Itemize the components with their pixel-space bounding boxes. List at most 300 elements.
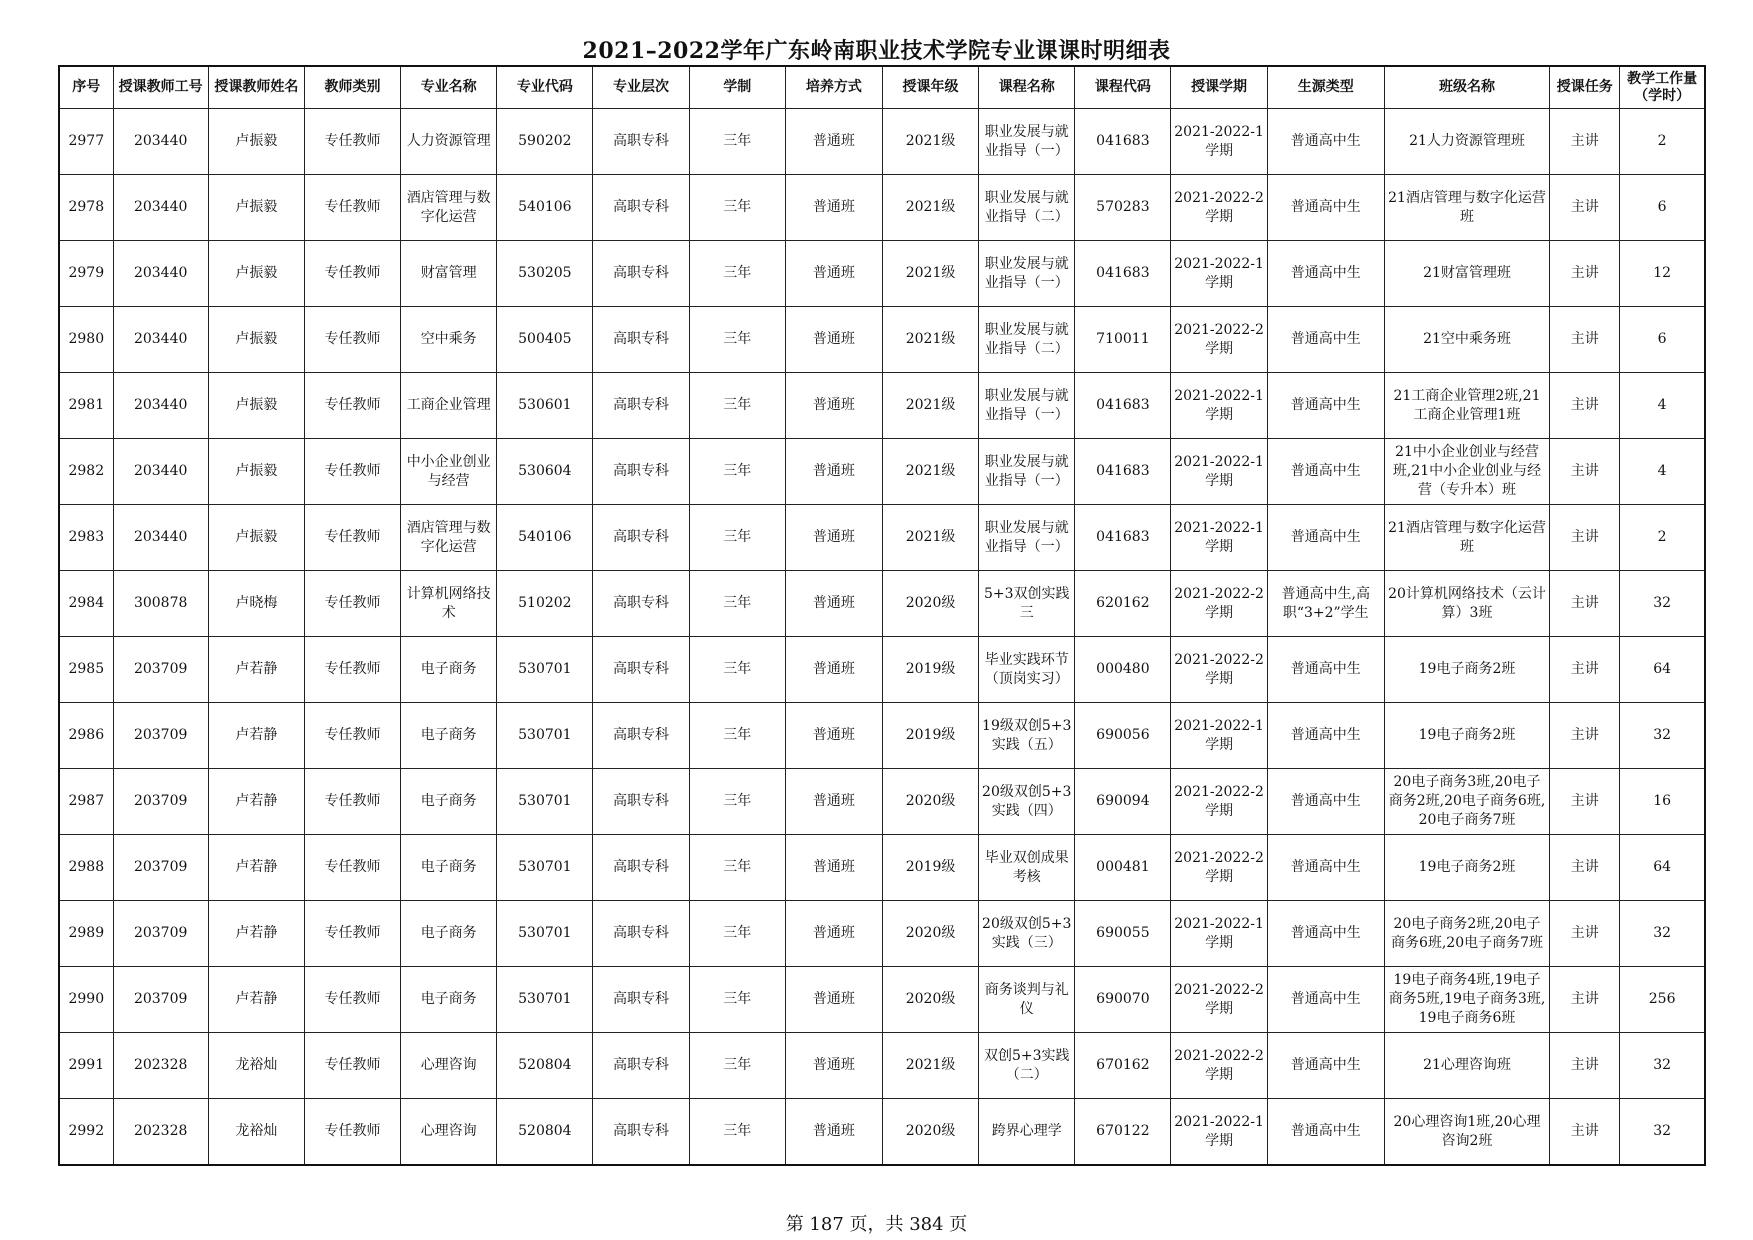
table-cell: 203709 (113, 835, 208, 901)
table-cell: 普通班 (785, 307, 882, 373)
table-cell: 041683 (1075, 505, 1171, 571)
table-cell: 三年 (689, 439, 785, 505)
table-row (59, 439, 1705, 505)
table-cell: 2980 (59, 307, 113, 373)
column-header: 授课教师工号 (113, 66, 208, 109)
table-cell: 三年 (689, 241, 785, 307)
table-cell: 普通高中生 (1267, 967, 1384, 1033)
column-header: 培养方式 (785, 66, 882, 109)
column-header: 序号 (59, 66, 113, 109)
table-row (59, 835, 1705, 901)
table-cell: 2977 (59, 109, 113, 175)
table-cell: 202328 (113, 1033, 208, 1099)
table-cell: 职业发展与就业指导（一） (979, 505, 1075, 571)
table-cell: 2021-2022-1学期 (1171, 439, 1267, 505)
table-cell: 2985 (59, 637, 113, 703)
table-body (59, 109, 1705, 1166)
table-cell: 203440 (113, 175, 208, 241)
table-cell: 高职专科 (593, 1033, 689, 1099)
table-cell: 主讲 (1550, 1033, 1620, 1099)
table-cell: 2020级 (882, 967, 978, 1033)
table-cell: 普通班 (785, 175, 882, 241)
table-row (59, 571, 1705, 637)
table-row (59, 505, 1705, 571)
table-cell: 20电子商务2班,20电子商务6班,20电子商务7班 (1384, 901, 1549, 967)
table-cell: 690094 (1075, 769, 1171, 835)
table-cell: 专任教师 (304, 109, 400, 175)
table-cell: 20心理咨询1班,20心理咨询2班 (1384, 1099, 1549, 1166)
table-cell: 203440 (113, 505, 208, 571)
table-cell: 普通班 (785, 967, 882, 1033)
table-cell: 普通班 (785, 505, 882, 571)
table-cell: 卢若静 (208, 901, 304, 967)
table-cell: 三年 (689, 967, 785, 1033)
table-cell: 跨界心理学 (979, 1099, 1075, 1166)
table-cell: 空中乘务 (401, 307, 497, 373)
table-cell: 普通高中生 (1267, 769, 1384, 835)
table-cell: 530205 (497, 241, 593, 307)
table-cell: 高职专科 (593, 835, 689, 901)
table-cell: 530701 (497, 967, 593, 1033)
table-cell: 2987 (59, 769, 113, 835)
table-cell: 卢振毅 (208, 439, 304, 505)
table-cell: 普通班 (785, 1099, 882, 1166)
table-cell: 19电子商务2班 (1384, 637, 1549, 703)
table-row (59, 967, 1705, 1033)
table-cell: 2021-2022-2学期 (1171, 307, 1267, 373)
table-cell: 主讲 (1550, 901, 1620, 967)
table-cell: 电子商务 (401, 967, 497, 1033)
table-cell: 500405 (497, 307, 593, 373)
table-cell: 普通班 (785, 769, 882, 835)
table-cell: 高职专科 (593, 571, 689, 637)
page-number: 第 187 页，共 384 页 (785, 1214, 968, 1235)
table-row (59, 307, 1705, 373)
table-cell: 双创5+3实践（二） (979, 1033, 1075, 1099)
table-cell: 三年 (689, 373, 785, 439)
table-cell: 041683 (1075, 109, 1171, 175)
table-cell: 2021-2022-1学期 (1171, 1099, 1267, 1166)
table-cell: 000480 (1075, 637, 1171, 703)
table-cell: 530701 (497, 637, 593, 703)
table-cell: 2981 (59, 373, 113, 439)
table-cell: 32 (1620, 571, 1705, 637)
table-cell: 520804 (497, 1033, 593, 1099)
table-cell: 职业发展与就业指导（一） (979, 439, 1075, 505)
table-cell: 690055 (1075, 901, 1171, 967)
table-cell: 041683 (1075, 373, 1171, 439)
table-cell: 203440 (113, 307, 208, 373)
table-cell: 2021-2022-2学期 (1171, 175, 1267, 241)
table-cell: 2021-2022-2学期 (1171, 637, 1267, 703)
table-cell: 主讲 (1550, 703, 1620, 769)
table-cell: 620162 (1075, 571, 1171, 637)
table-cell: 690070 (1075, 967, 1171, 1033)
table-cell: 203709 (113, 769, 208, 835)
table-cell: 2978 (59, 175, 113, 241)
table-cell: 普通高中生 (1267, 1099, 1384, 1166)
table-cell: 龙裕灿 (208, 1099, 304, 1166)
table-cell: 570283 (1075, 175, 1171, 241)
table-cell: 龙裕灿 (208, 1033, 304, 1099)
table-cell: 12 (1620, 241, 1705, 307)
table-cell: 2020级 (882, 769, 978, 835)
table-cell: 19电子商务2班 (1384, 703, 1549, 769)
table-cell: 工商企业管理 (401, 373, 497, 439)
table-row (59, 241, 1705, 307)
table-cell: 三年 (689, 307, 785, 373)
table-cell: 670162 (1075, 1033, 1171, 1099)
table-cell: 2021级 (882, 109, 978, 175)
table-row (59, 373, 1705, 439)
table-cell: 卢若静 (208, 835, 304, 901)
table-cell: 三年 (689, 769, 785, 835)
column-header: 课程名称 (979, 66, 1075, 109)
table-cell: 主讲 (1550, 109, 1620, 175)
table-cell: 专任教师 (304, 901, 400, 967)
table-cell: 256 (1620, 967, 1705, 1033)
table-cell: 2990 (59, 967, 113, 1033)
table-cell: 530701 (497, 703, 593, 769)
table-cell: 主讲 (1550, 373, 1620, 439)
table-cell: 主讲 (1550, 835, 1620, 901)
table-cell: 普通高中生 (1267, 307, 1384, 373)
table-cell: 专任教师 (304, 571, 400, 637)
table-cell: 专任教师 (304, 769, 400, 835)
table-cell: 540106 (497, 175, 593, 241)
table-cell: 2991 (59, 1033, 113, 1099)
table-cell: 职业发展与就业指导（二） (979, 175, 1075, 241)
table-cell: 普通高中生,高职“3+2”学生 (1267, 571, 1384, 637)
table-cell: 酒店管理与数字化运营 (401, 175, 497, 241)
table-cell: 职业发展与就业指导（一） (979, 109, 1075, 175)
table-cell: 专任教师 (304, 439, 400, 505)
column-header: 班级名称 (1384, 66, 1549, 109)
table-cell: 普通班 (785, 439, 882, 505)
table-cell: 普通高中生 (1267, 241, 1384, 307)
table-cell: 专任教师 (304, 175, 400, 241)
column-header: 生源类型 (1267, 66, 1384, 109)
table-cell: 卢振毅 (208, 175, 304, 241)
table-cell: 普通高中生 (1267, 1033, 1384, 1099)
table-cell: 000481 (1075, 835, 1171, 901)
table-cell: 普通高中生 (1267, 637, 1384, 703)
table-cell: 2021-2022-2学期 (1171, 967, 1267, 1033)
table-cell: 4 (1620, 439, 1705, 505)
table-cell: 高职专科 (593, 175, 689, 241)
table-cell: 三年 (689, 637, 785, 703)
table-cell: 三年 (689, 571, 785, 637)
table-cell: 专任教师 (304, 967, 400, 1033)
table-cell: 普通高中生 (1267, 505, 1384, 571)
table-cell: 卢振毅 (208, 373, 304, 439)
table-cell: 主讲 (1550, 307, 1620, 373)
table-cell: 三年 (689, 1099, 785, 1166)
table-cell: 520804 (497, 1099, 593, 1166)
table-row (59, 1099, 1705, 1166)
table-cell: 2020级 (882, 1099, 978, 1166)
table-cell: 高职专科 (593, 967, 689, 1033)
table-cell: 专任教师 (304, 637, 400, 703)
table-cell: 计算机网络技术 (401, 571, 497, 637)
table-cell: 2021-2022-1学期 (1171, 373, 1267, 439)
table-cell: 2021级 (882, 175, 978, 241)
table-cell: 职业发展与就业指导（一） (979, 241, 1075, 307)
table-cell: 专任教师 (304, 307, 400, 373)
table-cell: 690056 (1075, 703, 1171, 769)
table-cell: 2021级 (882, 439, 978, 505)
table-cell: 21人力资源管理班 (1384, 109, 1549, 175)
table-cell: 2021-2022-2学期 (1171, 1033, 1267, 1099)
table-cell: 卢若静 (208, 769, 304, 835)
table-cell: 2984 (59, 571, 113, 637)
table-cell: 普通班 (785, 241, 882, 307)
page-title: 2021–2022学年广东岭南职业技术学院专业课课时明细表 (582, 38, 1171, 64)
table-cell: 高职专科 (593, 439, 689, 505)
table-cell: 2021级 (882, 505, 978, 571)
column-header: 专业代码 (497, 66, 593, 109)
table-cell: 16 (1620, 769, 1705, 835)
table-cell: 2021-2022-1学期 (1171, 241, 1267, 307)
table-cell: 三年 (689, 109, 785, 175)
table-cell: 高职专科 (593, 901, 689, 967)
table-cell: 300878 (113, 571, 208, 637)
table-cell: 普通班 (785, 637, 882, 703)
table-cell: 主讲 (1550, 967, 1620, 1033)
table-cell: 203709 (113, 967, 208, 1033)
table-cell: 2992 (59, 1099, 113, 1166)
table-cell: 203709 (113, 703, 208, 769)
column-header: 授课学期 (1171, 66, 1267, 109)
column-header: 授课任务 (1550, 66, 1620, 109)
table-cell: 普通高中生 (1267, 373, 1384, 439)
table-cell: 19级双创5+3实践（五） (979, 703, 1075, 769)
table-cell: 19电子商务2班 (1384, 835, 1549, 901)
table-cell: 心理咨询 (401, 1099, 497, 1166)
table-cell: 041683 (1075, 439, 1171, 505)
table-cell: 20级双创5+3实践（四） (979, 769, 1075, 835)
table-cell: 普通班 (785, 571, 882, 637)
table-cell: 主讲 (1550, 1099, 1620, 1166)
table-cell: 64 (1620, 835, 1705, 901)
table-cell: 530601 (497, 373, 593, 439)
table-cell: 530701 (497, 901, 593, 967)
table-cell: 6 (1620, 307, 1705, 373)
table-cell: 2988 (59, 835, 113, 901)
table-cell: 专任教师 (304, 1033, 400, 1099)
table-cell: 2019级 (882, 637, 978, 703)
table-cell: 21酒店管理与数字化运营班 (1384, 175, 1549, 241)
table-cell: 普通高中生 (1267, 901, 1384, 967)
table-cell: 203440 (113, 373, 208, 439)
table-cell: 6 (1620, 175, 1705, 241)
table-cell: 卢若静 (208, 967, 304, 1033)
table-cell: 卢振毅 (208, 307, 304, 373)
table-cell: 三年 (689, 1033, 785, 1099)
table-cell: 人力资源管理 (401, 109, 497, 175)
table-cell: 财富管理 (401, 241, 497, 307)
table-cell: 21中小企业创业与经营班,21中小企业创业与经营（专升本）班 (1384, 439, 1549, 505)
table-cell: 专任教师 (304, 703, 400, 769)
table-cell: 21财富管理班 (1384, 241, 1549, 307)
table-cell: 心理咨询 (401, 1033, 497, 1099)
table-cell: 2021-2022-2学期 (1171, 835, 1267, 901)
table-cell: 卢振毅 (208, 505, 304, 571)
table-cell: 2021级 (882, 307, 978, 373)
table-cell: 主讲 (1550, 571, 1620, 637)
table-cell: 高职专科 (593, 373, 689, 439)
table-cell: 卢振毅 (208, 241, 304, 307)
table-cell: 专任教师 (304, 1099, 400, 1166)
table-row (59, 703, 1705, 769)
table-cell: 专任教师 (304, 505, 400, 571)
table-header-row (59, 66, 1705, 109)
table-cell: 2021级 (882, 1033, 978, 1099)
table-cell: 普通高中生 (1267, 835, 1384, 901)
table-cell: 三年 (689, 175, 785, 241)
table-cell: 普通班 (785, 1033, 882, 1099)
table-cell: 041683 (1075, 241, 1171, 307)
table-cell: 2989 (59, 901, 113, 967)
table-cell: 4 (1620, 373, 1705, 439)
table-cell: 三年 (689, 703, 785, 769)
table-cell: 32 (1620, 901, 1705, 967)
table-cell: 670122 (1075, 1099, 1171, 1166)
table-cell: 主讲 (1550, 637, 1620, 703)
table-row (59, 769, 1705, 835)
table-cell: 203440 (113, 439, 208, 505)
table-cell: 2021-2022-2学期 (1171, 769, 1267, 835)
table-cell: 三年 (689, 901, 785, 967)
table-cell: 540106 (497, 505, 593, 571)
table-cell: 三年 (689, 835, 785, 901)
table-cell: 2 (1620, 109, 1705, 175)
table-cell: 电子商务 (401, 703, 497, 769)
table-cell: 酒店管理与数字化运营 (401, 505, 497, 571)
table-cell: 专任教师 (304, 835, 400, 901)
table-cell: 21空中乘务班 (1384, 307, 1549, 373)
table-cell: 职业发展与就业指导（一） (979, 373, 1075, 439)
table-cell: 203709 (113, 637, 208, 703)
table-cell: 2019级 (882, 835, 978, 901)
table-cell: 2 (1620, 505, 1705, 571)
table-cell: 普通高中生 (1267, 703, 1384, 769)
table-cell: 高职专科 (593, 307, 689, 373)
table-row (59, 637, 1705, 703)
table-cell: 202328 (113, 1099, 208, 1166)
table-cell: 电子商务 (401, 835, 497, 901)
table-cell: 21心理咨询班 (1384, 1033, 1549, 1099)
table-cell: 普通班 (785, 373, 882, 439)
table-cell: 710011 (1075, 307, 1171, 373)
table-cell: 20电子商务3班,20电子商务2班,20电子商务6班,20电子商务7班 (1384, 769, 1549, 835)
table-cell: 5+3双创实践三 (979, 571, 1075, 637)
table-cell: 530701 (497, 769, 593, 835)
table-cell: 590202 (497, 109, 593, 175)
table-cell: 2021-2022-1学期 (1171, 109, 1267, 175)
table-cell: 2021-2022-1学期 (1171, 505, 1267, 571)
table-cell: 203440 (113, 109, 208, 175)
table-cell: 普通班 (785, 901, 882, 967)
table-cell: 电子商务 (401, 637, 497, 703)
table-cell: 卢晓梅 (208, 571, 304, 637)
table-cell: 21工商企业管理2班,21工商企业管理1班 (1384, 373, 1549, 439)
table-cell: 卢若静 (208, 637, 304, 703)
table-row (59, 901, 1705, 967)
table-cell: 21酒店管理与数字化运营班 (1384, 505, 1549, 571)
table-cell: 普通高中生 (1267, 109, 1384, 175)
table-cell: 32 (1620, 1033, 1705, 1099)
table-cell: 203440 (113, 241, 208, 307)
table-cell: 主讲 (1550, 175, 1620, 241)
table-cell: 高职专科 (593, 1099, 689, 1166)
column-header: 专业名称 (401, 66, 497, 109)
table-cell: 510202 (497, 571, 593, 637)
table-cell: 20计算机网络技术（云计算）3班 (1384, 571, 1549, 637)
table-cell: 32 (1620, 1099, 1705, 1166)
table-cell: 主讲 (1550, 241, 1620, 307)
column-header: 课程代码 (1075, 66, 1171, 109)
table-cell: 卢振毅 (208, 109, 304, 175)
column-header: 授课教师姓名 (208, 66, 304, 109)
table-cell: 普通班 (785, 835, 882, 901)
table-cell: 2986 (59, 703, 113, 769)
course-hours-table (58, 65, 1706, 1166)
table-cell: 专任教师 (304, 373, 400, 439)
table-cell: 32 (1620, 703, 1705, 769)
table-cell: 2021-2022-2学期 (1171, 571, 1267, 637)
table-cell: 20级双创5+3实践（三） (979, 901, 1075, 967)
table-cell: 三年 (689, 505, 785, 571)
table-cell: 2979 (59, 241, 113, 307)
table-cell: 主讲 (1550, 505, 1620, 571)
table-cell: 2020级 (882, 571, 978, 637)
table-cell: 高职专科 (593, 637, 689, 703)
table-cell: 2020级 (882, 901, 978, 967)
table-cell: 203709 (113, 901, 208, 967)
table-cell: 毕业双创成果考核 (979, 835, 1075, 901)
table-row (59, 109, 1705, 175)
column-header: 教师类别 (304, 66, 400, 109)
table-cell: 卢若静 (208, 703, 304, 769)
table-cell: 商务谈判与礼仪 (979, 967, 1075, 1033)
table-cell: 高职专科 (593, 703, 689, 769)
table-cell: 电子商务 (401, 901, 497, 967)
column-header: 学制 (689, 66, 785, 109)
table-cell: 2021-2022-1学期 (1171, 703, 1267, 769)
table-cell: 2019级 (882, 703, 978, 769)
column-header: 授课年级 (882, 66, 978, 109)
table-cell: 64 (1620, 637, 1705, 703)
table-cell: 2021级 (882, 241, 978, 307)
table-cell: 530701 (497, 835, 593, 901)
table-cell: 毕业实践环节（顶岗实习） (979, 637, 1075, 703)
table-cell: 高职专科 (593, 505, 689, 571)
table-cell: 普通班 (785, 109, 882, 175)
table-cell: 普通高中生 (1267, 439, 1384, 505)
table-cell: 普通班 (785, 703, 882, 769)
table-cell: 专任教师 (304, 241, 400, 307)
table-cell: 高职专科 (593, 769, 689, 835)
table-cell: 主讲 (1550, 769, 1620, 835)
column-header: 专业层次 (593, 66, 689, 109)
table-cell: 中小企业创业与经营 (401, 439, 497, 505)
table-cell: 2021-2022-1学期 (1171, 901, 1267, 967)
table-row (59, 1033, 1705, 1099)
table-cell: 19电子商务4班,19电子商务5班,19电子商务3班,19电子商务6班 (1384, 967, 1549, 1033)
table-cell: 普通高中生 (1267, 175, 1384, 241)
table-cell: 主讲 (1550, 439, 1620, 505)
